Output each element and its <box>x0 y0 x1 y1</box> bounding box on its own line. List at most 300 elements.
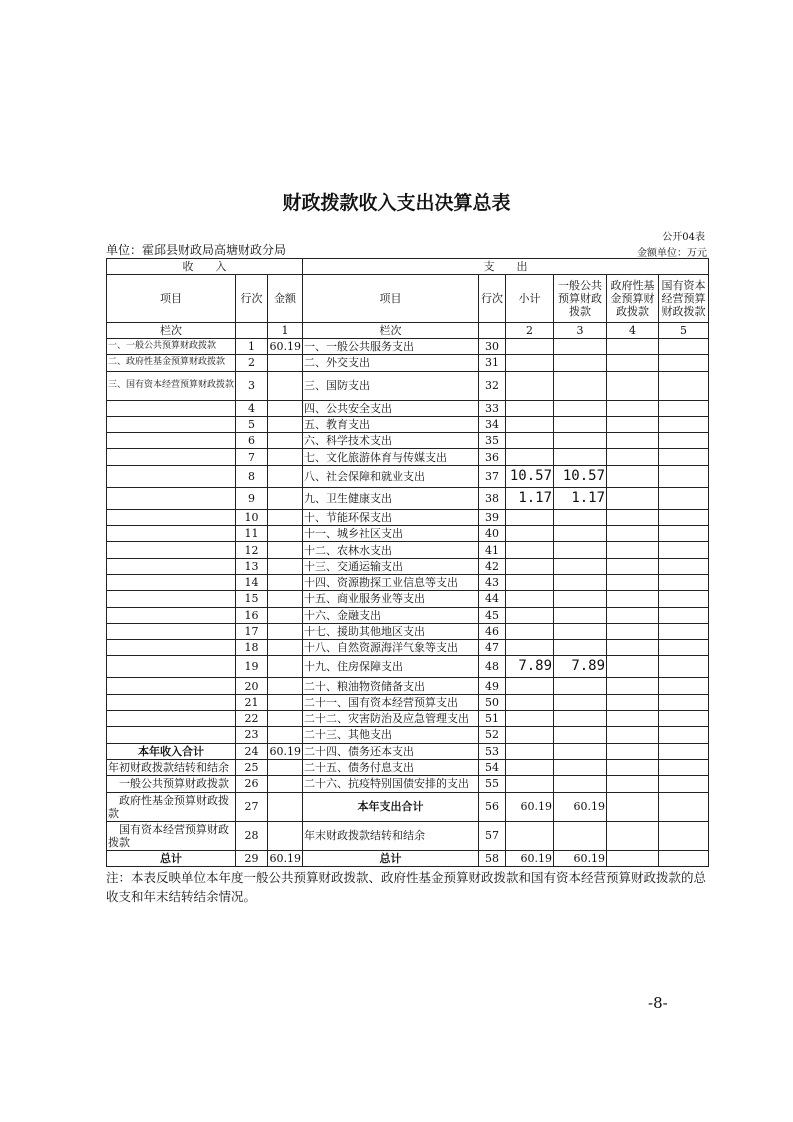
general-budget-cell <box>554 776 607 792</box>
expense-line-cell: 36 <box>479 449 506 465</box>
general-budget-cell <box>554 607 607 623</box>
state-capital-cell <box>659 591 709 607</box>
general-budget-cell <box>554 640 607 656</box>
expense-item-cell: 十九、住房保障支出 <box>303 656 479 678</box>
money-unit-label: 金额单位：万元 <box>637 248 707 259</box>
subtotal-cell <box>506 591 554 607</box>
state-capital-cell <box>659 487 709 509</box>
subtotal-cell: 10.57 <box>506 465 554 487</box>
income-item-cell <box>107 656 236 678</box>
general-budget-cell <box>554 694 607 710</box>
fund-budget-cell <box>607 727 659 743</box>
income-item-cell <box>107 526 236 542</box>
expense-line-cell: 55 <box>479 776 506 792</box>
state-capital-cell <box>659 743 709 759</box>
fund-budget-cell <box>607 574 659 590</box>
state-capital-cell <box>659 640 709 656</box>
expense-item-cell: 十四、资源勘探工业信息等支出 <box>303 574 479 590</box>
expense-item-cell: 二、外交支出 <box>303 355 479 371</box>
subtotal-cell <box>506 449 554 465</box>
income-item-cell: 国有资本经营预算财政拨款 <box>107 821 236 850</box>
income-amount-cell: 60.19 <box>268 743 303 759</box>
expense-item-header: 项目 <box>303 275 479 323</box>
income-item-cell <box>107 487 236 509</box>
income-line-header: 行次 <box>236 275 268 323</box>
expense-item-cell: 八、社会保障和就业支出 <box>303 465 479 487</box>
income-item-header: 项目 <box>107 275 236 323</box>
income-item-cell <box>107 640 236 656</box>
income-amount-cell <box>268 355 303 371</box>
income-amount-cell <box>268 792 303 821</box>
expense-line-cell: 38 <box>479 487 506 509</box>
income-item-cell <box>107 727 236 743</box>
subtotal-cell: 60.19 <box>506 792 554 821</box>
col-3: 3 <box>554 323 607 339</box>
fund-budget-cell <box>607 607 659 623</box>
table-row <box>107 759 709 775</box>
income-line-cell: 13 <box>236 558 268 574</box>
expense-item-cell: 三、国防支出 <box>303 371 479 400</box>
income-line-cell: 4 <box>236 400 268 416</box>
table-row <box>107 433 709 449</box>
empty-cell <box>236 323 268 339</box>
empty-cell <box>479 323 506 339</box>
income-line-cell: 26 <box>236 776 268 792</box>
expense-line-cell: 54 <box>479 759 506 775</box>
income-line-cell: 27 <box>236 792 268 821</box>
expense-line-cell: 40 <box>479 526 506 542</box>
state-capital-cell <box>659 449 709 465</box>
income-line-cell: 5 <box>236 416 268 432</box>
income-amount-cell <box>268 656 303 678</box>
subtotal-cell <box>506 558 554 574</box>
fund-budget-cell <box>607 416 659 432</box>
expense-item-cell: 六、科学技术支出 <box>303 433 479 449</box>
general-budget-cell <box>554 574 607 590</box>
expense-item-cell: 本年支出合计 <box>303 792 479 821</box>
fund-budget-cell <box>607 371 659 400</box>
income-item-cell <box>107 694 236 710</box>
subtotal-cell: 1.17 <box>506 487 554 509</box>
general-budget-cell <box>554 542 607 558</box>
page-title: 财政拨款收入支出决算总表 <box>282 192 511 214</box>
general-budget-cell <box>554 711 607 727</box>
table-row <box>107 509 709 525</box>
col-label-2: 栏次 <box>303 323 479 339</box>
income-amount-cell <box>268 607 303 623</box>
income-amount-cell <box>268 727 303 743</box>
table-row <box>107 526 709 542</box>
expense-line-cell: 31 <box>479 355 506 371</box>
general-budget-cell: 60.19 <box>554 850 607 866</box>
expense-item-cell: 九、卫生健康支出 <box>303 487 479 509</box>
expense-item-cell: 二十四、债务还本支出 <box>303 743 479 759</box>
general-budget-cell <box>554 339 607 355</box>
subtotal-cell <box>506 509 554 525</box>
general-budget-cell <box>554 449 607 465</box>
subtotal-cell <box>506 640 554 656</box>
subtotal-cell <box>506 526 554 542</box>
general-budget-cell <box>554 743 607 759</box>
general-budget-cell <box>554 509 607 525</box>
expense-item-cell: 二十六、抗疫特别国债安排的支出 <box>303 776 479 792</box>
state-capital-cell <box>659 465 709 487</box>
expense-item-cell: 二十二、灾害防治及应急管理支出 <box>303 711 479 727</box>
subtotal-cell: 7.89 <box>506 656 554 678</box>
state-capital-header: 国有资本经营预算财政拨款 <box>659 275 709 323</box>
subtotal-cell <box>506 339 554 355</box>
table-row <box>107 623 709 639</box>
income-amount-cell <box>268 574 303 590</box>
general-budget-cell <box>554 526 607 542</box>
income-line-cell: 7 <box>236 449 268 465</box>
expense-line-cell: 37 <box>479 465 506 487</box>
expense-item-cell: 五、教育支出 <box>303 416 479 432</box>
fund-budget-cell <box>607 465 659 487</box>
income-item-cell <box>107 465 236 487</box>
expense-line-cell: 35 <box>479 433 506 449</box>
income-line-cell: 17 <box>236 623 268 639</box>
fund-budget-cell <box>607 526 659 542</box>
income-amount-cell <box>268 433 303 449</box>
subtotal-cell <box>506 607 554 623</box>
table-row <box>107 711 709 727</box>
income-line-cell: 24 <box>236 743 268 759</box>
state-capital-cell <box>659 776 709 792</box>
income-line-cell: 8 <box>236 465 268 487</box>
income-line-cell: 18 <box>236 640 268 656</box>
income-amount-cell <box>268 449 303 465</box>
income-item-cell: 三、国有资本经营预算财政拨款 <box>107 371 236 400</box>
subtotal-cell <box>506 711 554 727</box>
expense-line-cell: 32 <box>479 371 506 400</box>
general-budget-cell: 10.57 <box>554 465 607 487</box>
state-capital-cell <box>659 607 709 623</box>
fund-budget-cell <box>607 449 659 465</box>
fund-budget-cell <box>607 509 659 525</box>
fund-budget-cell <box>607 743 659 759</box>
col-4: 4 <box>607 323 659 339</box>
state-capital-cell <box>659 542 709 558</box>
fund-budget-header: 政府性基金预算财政拨款 <box>607 275 659 323</box>
fund-budget-cell <box>607 678 659 694</box>
subtotal-cell <box>506 678 554 694</box>
fund-budget-cell <box>607 400 659 416</box>
col-5: 5 <box>659 323 709 339</box>
state-capital-cell <box>659 850 709 866</box>
state-capital-cell <box>659 821 709 850</box>
expense-item-cell: 总计 <box>303 850 479 866</box>
table-note: 注：本表反映单位本年度一般公共预算财政拨款、政府性基金预算财政拨款和国有资本经营预算财政拨款的总收支和年末结转结余情况。 <box>106 870 707 904</box>
income-amount-cell <box>268 487 303 509</box>
income-amount-cell <box>268 623 303 639</box>
income-amount-cell <box>268 711 303 727</box>
expense-line-cell: 44 <box>479 591 506 607</box>
income-item-cell <box>107 542 236 558</box>
income-amount-cell <box>268 558 303 574</box>
state-capital-cell <box>659 711 709 727</box>
income-line-cell: 21 <box>236 694 268 710</box>
income-line-cell: 10 <box>236 509 268 525</box>
expense-line-cell: 30 <box>479 339 506 355</box>
income-amount-cell <box>268 526 303 542</box>
subtotal-cell <box>506 759 554 775</box>
income-line-cell: 9 <box>236 487 268 509</box>
subtotal-cell <box>506 433 554 449</box>
income-line-cell: 28 <box>236 821 268 850</box>
subtotal-cell <box>506 355 554 371</box>
col-label: 栏次 <box>107 323 236 339</box>
subtotal-cell: 60.19 <box>506 850 554 866</box>
income-item-cell <box>107 509 236 525</box>
table-row <box>107 821 709 850</box>
income-line-cell: 22 <box>236 711 268 727</box>
state-capital-cell <box>659 371 709 400</box>
table-row <box>107 640 709 656</box>
expense-line-cell: 50 <box>479 694 506 710</box>
income-item-cell <box>107 416 236 432</box>
general-budget-cell <box>554 678 607 694</box>
income-amount-header: 金额 <box>268 275 303 323</box>
state-capital-cell <box>659 526 709 542</box>
general-budget-cell <box>554 558 607 574</box>
general-budget-cell <box>554 821 607 850</box>
table-row <box>107 656 709 678</box>
expense-line-cell: 47 <box>479 640 506 656</box>
income-item-cell: 年初财政拨款结转和结余 <box>107 759 236 775</box>
income-amount-cell <box>268 640 303 656</box>
state-capital-cell <box>659 558 709 574</box>
expense-item-cell: 十七、援助其他地区支出 <box>303 623 479 639</box>
table-row <box>107 743 709 759</box>
state-capital-cell <box>659 759 709 775</box>
expense-item-cell: 二十一、国有资本经营预算支出 <box>303 694 479 710</box>
subtotal-cell <box>506 623 554 639</box>
expense-item-cell: 四、公共安全支出 <box>303 400 479 416</box>
general-budget-cell <box>554 623 607 639</box>
subtotal-cell <box>506 400 554 416</box>
state-capital-cell <box>659 792 709 821</box>
income-item-cell <box>107 400 236 416</box>
state-capital-cell <box>659 433 709 449</box>
income-line-cell: 12 <box>236 542 268 558</box>
expense-item-cell: 十、节能环保支出 <box>303 509 479 525</box>
table-row <box>107 591 709 607</box>
income-line-cell: 16 <box>236 607 268 623</box>
income-item-cell <box>107 433 236 449</box>
general-budget-cell <box>554 591 607 607</box>
fund-budget-cell <box>607 640 659 656</box>
state-capital-cell <box>659 509 709 525</box>
expense-item-cell: 一、一般公共服务支出 <box>303 339 479 355</box>
income-amount-cell <box>268 591 303 607</box>
subtotal-cell <box>506 821 554 850</box>
fund-budget-cell <box>607 694 659 710</box>
state-capital-cell <box>659 355 709 371</box>
table-row <box>107 776 709 792</box>
income-item-cell <box>107 607 236 623</box>
subtotal-cell <box>506 574 554 590</box>
income-line-cell: 6 <box>236 433 268 449</box>
income-amount-cell <box>268 776 303 792</box>
table-row <box>107 727 709 743</box>
general-budget-cell: 7.89 <box>554 656 607 678</box>
expense-item-cell: 十六、金融支出 <box>303 607 479 623</box>
fund-budget-cell <box>607 656 659 678</box>
expense-line-header: 行次 <box>479 275 506 323</box>
state-capital-cell <box>659 623 709 639</box>
fund-budget-cell <box>607 487 659 509</box>
state-capital-cell <box>659 656 709 678</box>
fund-budget-cell <box>607 339 659 355</box>
general-budget-cell <box>554 416 607 432</box>
table-row <box>107 465 709 487</box>
income-line-cell: 19 <box>236 656 268 678</box>
col-2: 2 <box>506 323 554 339</box>
subtotal-cell <box>506 371 554 400</box>
income-line-cell: 15 <box>236 591 268 607</box>
table-row <box>107 574 709 590</box>
income-item-cell: 总计 <box>107 850 236 866</box>
general-budget-cell: 1.17 <box>554 487 607 509</box>
expense-item-cell: 二十五、债务付息支出 <box>303 759 479 775</box>
subtotal-cell <box>506 694 554 710</box>
table-row <box>107 487 709 509</box>
income-item-cell: 一、一般公共预算财政拨款 <box>107 339 236 355</box>
income-amount-cell <box>268 694 303 710</box>
expense-item-cell: 十八、自然资源海洋气象等支出 <box>303 640 479 656</box>
expense-line-cell: 33 <box>479 400 506 416</box>
income-item-cell: 一般公共预算财政拨款 <box>107 776 236 792</box>
unit-label: 单位：霍邱县财政局高塘财政分局 <box>106 243 287 257</box>
income-amount-cell: 60.19 <box>268 850 303 866</box>
income-amount-cell <box>268 416 303 432</box>
general-budget-cell <box>554 759 607 775</box>
table-row <box>107 449 709 465</box>
fund-budget-cell <box>607 433 659 449</box>
page-number: -8- <box>648 994 668 1012</box>
table-row <box>107 792 709 821</box>
income-item-cell: 本年收入合计 <box>107 743 236 759</box>
table-row <box>107 694 709 710</box>
state-capital-cell <box>659 574 709 590</box>
subtotal-cell <box>506 727 554 743</box>
fund-budget-cell <box>607 759 659 775</box>
table-row <box>107 416 709 432</box>
general-budget-cell: 60.19 <box>554 792 607 821</box>
expense-line-cell: 58 <box>479 850 506 866</box>
income-amount-cell <box>268 821 303 850</box>
fund-budget-cell <box>607 711 659 727</box>
expense-line-cell: 42 <box>479 558 506 574</box>
fund-budget-cell <box>607 623 659 639</box>
expense-line-cell: 48 <box>479 656 506 678</box>
fund-budget-cell <box>607 850 659 866</box>
expense-line-cell: 43 <box>479 574 506 590</box>
table-row <box>107 558 709 574</box>
fund-budget-cell <box>607 776 659 792</box>
col-1: 1 <box>268 323 303 339</box>
expense-item-cell: 七、文化旅游体育与传媒支出 <box>303 449 479 465</box>
income-amount-cell <box>268 678 303 694</box>
expense-line-cell: 51 <box>479 711 506 727</box>
income-line-cell: 11 <box>236 526 268 542</box>
expense-item-cell: 年末财政拨款结转和结余 <box>303 821 479 850</box>
expense-header: 支 出 <box>303 259 709 275</box>
income-line-cell: 29 <box>236 850 268 866</box>
expense-line-cell: 52 <box>479 727 506 743</box>
fund-budget-cell <box>607 591 659 607</box>
expense-item-cell: 二十、粮油物资储备支出 <box>303 678 479 694</box>
fund-budget-cell <box>607 821 659 850</box>
expense-line-cell: 56 <box>479 792 506 821</box>
income-amount-cell <box>268 542 303 558</box>
income-item-cell <box>107 623 236 639</box>
subtotal-cell <box>506 776 554 792</box>
income-amount-cell <box>268 509 303 525</box>
expense-line-cell: 45 <box>479 607 506 623</box>
state-capital-cell <box>659 416 709 432</box>
subtotal-header: 小计 <box>506 275 554 323</box>
general-budget-header: 一般公共预算财政拨款 <box>554 275 607 323</box>
income-item-cell: 二、政府性基金预算财政拨款 <box>107 355 236 371</box>
expense-line-cell: 34 <box>479 416 506 432</box>
income-line-cell: 1 <box>236 339 268 355</box>
income-line-cell: 23 <box>236 727 268 743</box>
table-row <box>107 678 709 694</box>
income-amount-cell <box>268 400 303 416</box>
general-budget-cell <box>554 400 607 416</box>
expense-line-cell: 57 <box>479 821 506 850</box>
fund-budget-cell <box>607 792 659 821</box>
table-row <box>107 850 709 866</box>
expense-line-cell: 41 <box>479 542 506 558</box>
income-header: 收 入 <box>107 259 303 275</box>
table-code: 公开04表 <box>662 232 705 243</box>
general-budget-cell <box>554 433 607 449</box>
expense-item-cell: 十三、交通运输支出 <box>303 558 479 574</box>
expense-item-cell: 十一、城乡社区支出 <box>303 526 479 542</box>
general-budget-cell <box>554 355 607 371</box>
income-item-cell <box>107 558 236 574</box>
income-item-cell <box>107 711 236 727</box>
income-item-cell <box>107 591 236 607</box>
income-line-cell: 14 <box>236 574 268 590</box>
fiscal-summary-table <box>106 258 709 867</box>
income-amount-cell <box>268 759 303 775</box>
table-row <box>107 355 709 371</box>
expense-line-cell: 53 <box>479 743 506 759</box>
state-capital-cell <box>659 339 709 355</box>
income-item-cell <box>107 449 236 465</box>
fund-budget-cell <box>607 355 659 371</box>
state-capital-cell <box>659 694 709 710</box>
income-item-cell <box>107 678 236 694</box>
subtotal-cell <box>506 743 554 759</box>
income-line-cell: 20 <box>236 678 268 694</box>
expense-item-cell: 十五、商业服务业等支出 <box>303 591 479 607</box>
income-amount-cell <box>268 465 303 487</box>
table-row <box>107 607 709 623</box>
expense-item-cell: 二十三、其他支出 <box>303 727 479 743</box>
state-capital-cell <box>659 678 709 694</box>
general-budget-cell <box>554 727 607 743</box>
income-line-cell: 3 <box>236 371 268 400</box>
table-row <box>107 542 709 558</box>
income-amount-cell <box>268 371 303 400</box>
subtotal-cell <box>506 542 554 558</box>
expense-item-cell: 十二、农林水支出 <box>303 542 479 558</box>
